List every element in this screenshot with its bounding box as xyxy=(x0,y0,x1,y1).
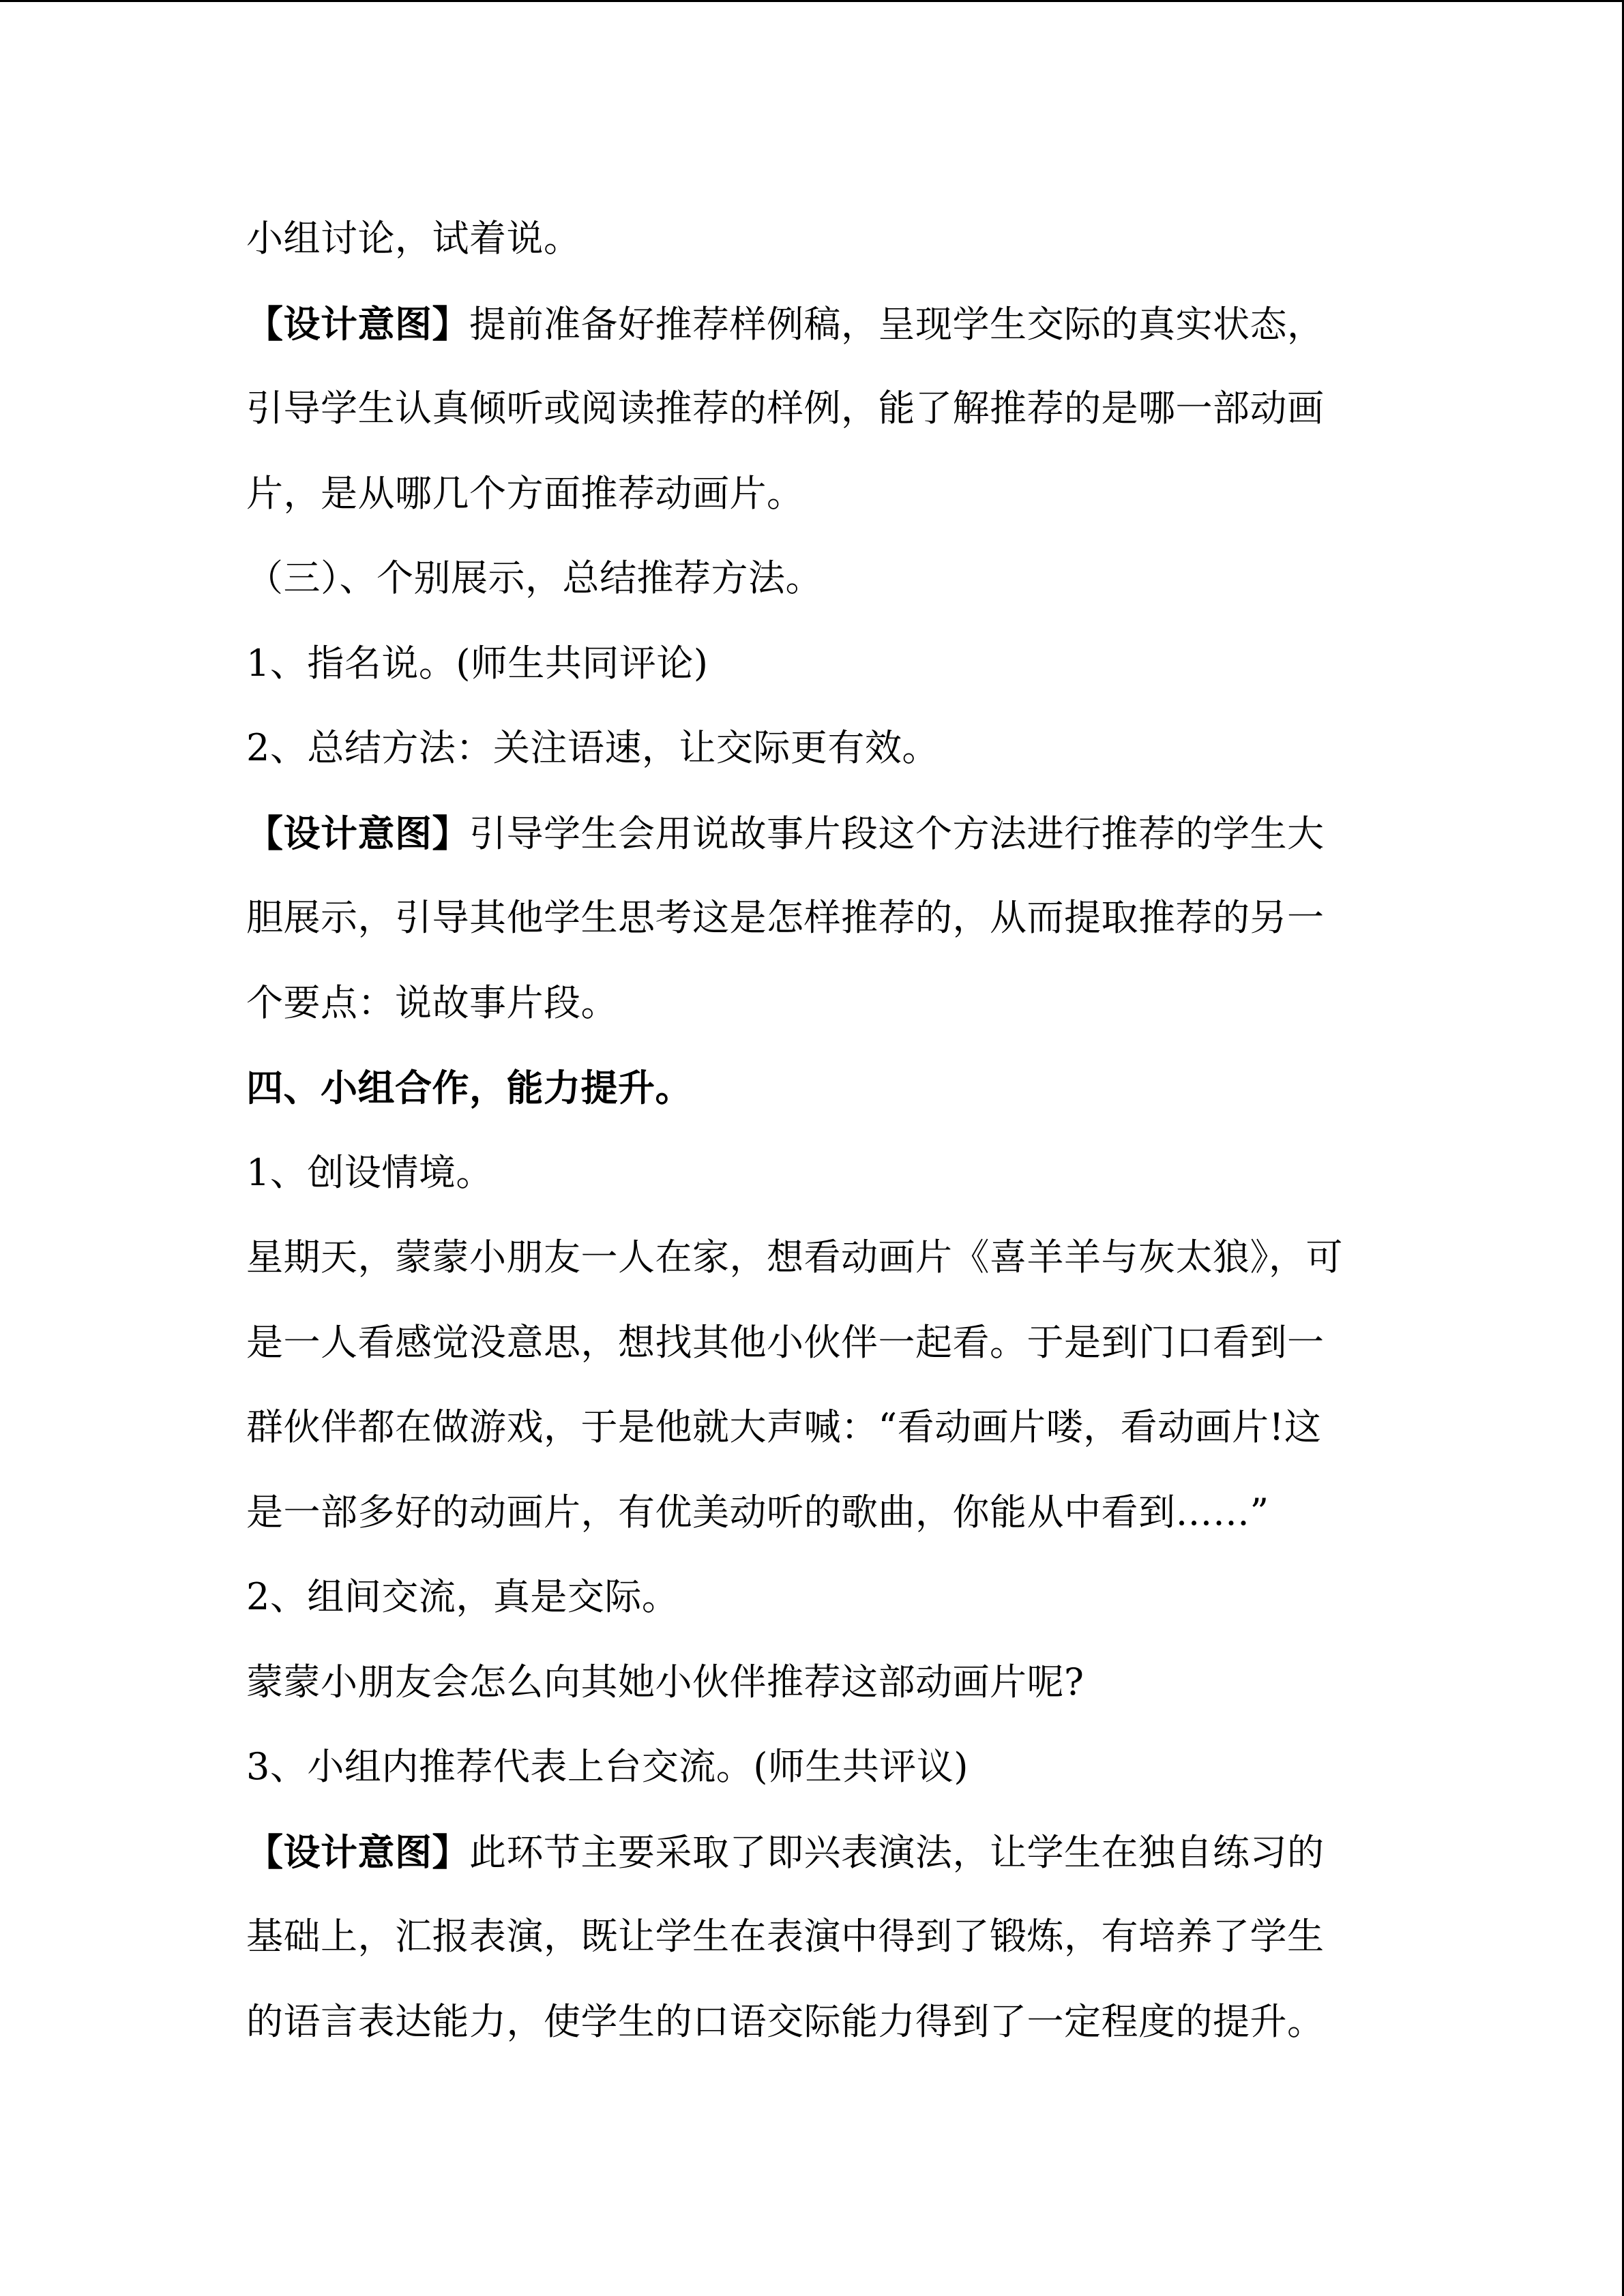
text-line-6 xyxy=(246,621,1378,706)
design-intent-label: 【设计意图】 xyxy=(246,1830,469,1874)
text-segment: 3、小组内推荐代表上台交流。(师生共评议) xyxy=(246,1745,969,1788)
text-line-5 xyxy=(246,536,1378,621)
text-line-2 xyxy=(246,282,1378,367)
text-line-1 xyxy=(246,196,1378,282)
text-line-22 xyxy=(246,1980,1378,2065)
text-line-16 xyxy=(246,1470,1378,1555)
text-segment: 1、创设情境。 xyxy=(246,1150,493,1194)
text-segment: 此环节主要采取了即兴表演法，让学生在独自练习的 xyxy=(469,1830,1325,1874)
text-line-15 xyxy=(246,1385,1378,1470)
text-segment: 蒙蒙小朋友会怎么向其她小伙伴推荐这部动画片呢? xyxy=(246,1660,1084,1703)
text-segment: 小组讨论，试着说。 xyxy=(246,217,581,260)
text-line-9 xyxy=(246,876,1378,961)
text-line-4 xyxy=(246,451,1378,537)
text-segment: 片，是从哪几个方面推荐动画片。 xyxy=(246,471,804,515)
text-line-21 xyxy=(246,1894,1378,1980)
text-line-18 xyxy=(246,1640,1378,1725)
text-line-3 xyxy=(246,366,1378,451)
text-line-14 xyxy=(246,1300,1378,1386)
text-line-13 xyxy=(246,1215,1378,1300)
text-segment: 引导学生认真倾听或阅读推荐的样例，能了解推荐的是哪一部动画 xyxy=(246,387,1325,430)
text-segment: 2、总结方法：关注语速，让交际更有效。 xyxy=(246,726,939,769)
text-line-7 xyxy=(246,706,1378,791)
text-segment: 基础上，汇报表演，既让学生在表演中得到了锻炼，有培养了学生 xyxy=(246,1915,1325,1958)
section-heading: 四、小组合作，能力提升。 xyxy=(246,1066,692,1109)
text-line-8 xyxy=(246,791,1378,876)
design-intent-label: 【设计意图】 xyxy=(246,811,469,855)
design-intent-label: 【设计意图】 xyxy=(246,301,469,346)
section-heading: （三）、个别展示，总结推荐方法。 xyxy=(246,556,823,599)
text-segment: 是一部多好的动画片，有优美动听的歌曲，你能从中看到……” xyxy=(246,1490,1269,1534)
text-segment: 个要点：说故事片段。 xyxy=(246,981,618,1024)
text-line-10 xyxy=(246,961,1378,1046)
text-segment: 星期天，蒙蒙小朋友一人在家，想看动画片《喜羊羊与灰太狼》，可 xyxy=(246,1236,1343,1279)
text-segment: 2、组间交流，真是交际。 xyxy=(246,1575,679,1618)
text-segment: 胆展示，引导其他学生思考这是怎样推荐的，从而提取推荐的另一 xyxy=(246,896,1325,939)
text-segment: 提前准备好推荐样例稿，呈现学生交际的真实状态， xyxy=(469,302,1325,346)
text-line-17 xyxy=(246,1555,1378,1640)
page-border-top xyxy=(0,0,1624,2)
text-segment: 1、指名说。(师生共同评论) xyxy=(246,641,709,685)
text-line-11 xyxy=(246,1045,1378,1131)
text-segment: 群伙伴都在做游戏，于是他就大声喊：“看动画片喽，看动画片!这 xyxy=(246,1405,1322,1448)
document-body xyxy=(246,196,1378,2064)
text-segment: 引导学生会用说故事片段这个方法进行推荐的学生大 xyxy=(469,811,1325,855)
text-line-19 xyxy=(246,1725,1378,1810)
text-line-12 xyxy=(246,1131,1378,1216)
text-line-20 xyxy=(246,1810,1378,1895)
text-segment: 的语言表达能力，使学生的口语交际能力得到了一定程度的提升。 xyxy=(246,1999,1325,2043)
text-segment: 是一人看感觉没意思，想找其他小伙伴一起看。于是到门口看到一 xyxy=(246,1320,1325,1364)
